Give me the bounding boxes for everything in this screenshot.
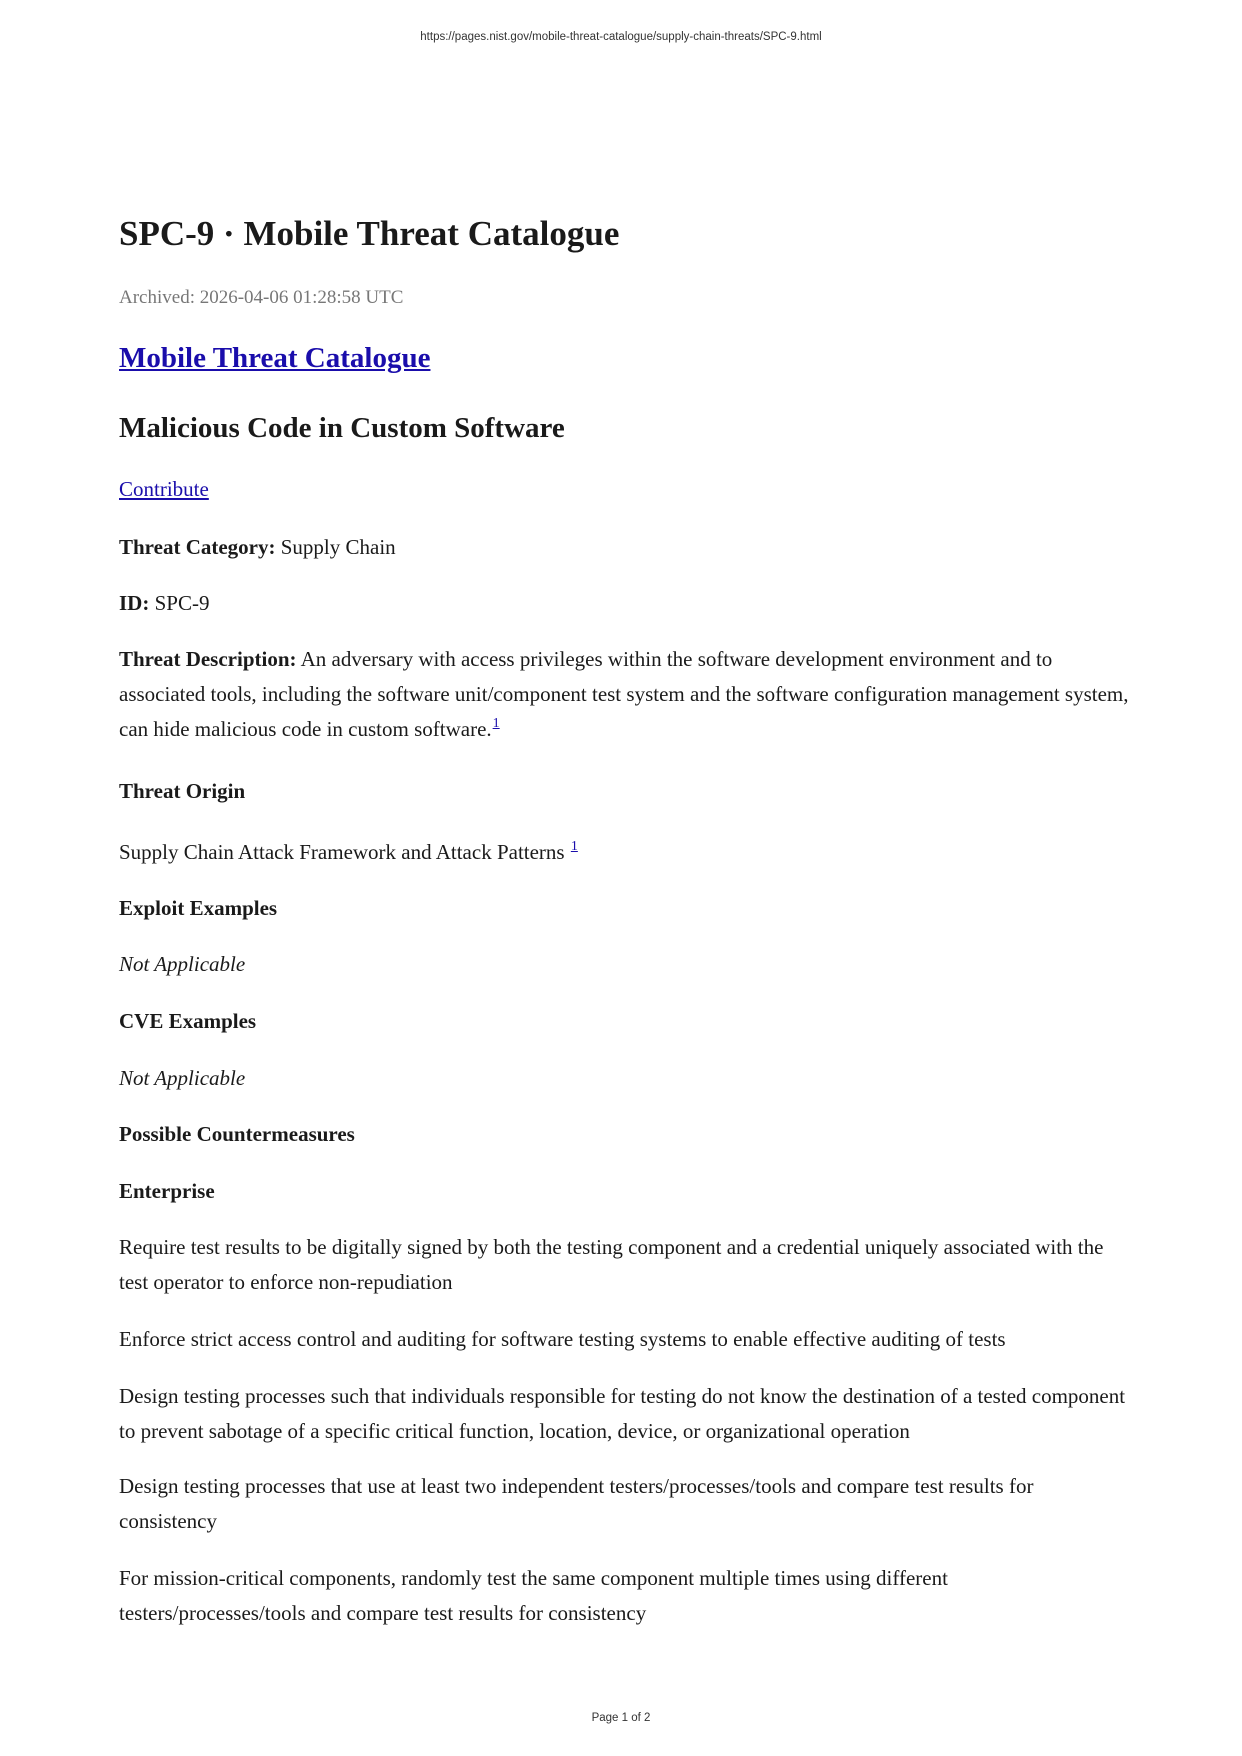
countermeasure-item: Require test results to be digitally signed by both the testing component and a credential uniquely associated with the test operator to enforce non-repudiation [119,1235,1104,1294]
threat-description-text: An adversary with access privileges within the software development environment and to associated tools, including the software unit/component test system and the software configuration management system, can hide malicious code in custom software. [119,647,1129,741]
threat-id-label: ID: [119,591,150,615]
threat-description [119,642,1129,747]
threat-description-label: Threat Description: [119,647,297,671]
page-title: SPC-9 · Mobile Threat Catalogue [119,214,620,253]
page-url-header: https://pages.nist.gov/mobile-threat-catalogue/supply-chain-threats/SPC-9.html [420,31,822,43]
threat-id-value: SPC-9 [149,591,210,615]
countermeasures-heading: Possible Countermeasures [119,1122,355,1146]
cve-examples-heading: CVE Examples [119,1009,257,1033]
enterprise-subheading: Enterprise [119,1179,215,1203]
cve-examples-text: Not Applicable [119,1066,246,1090]
contribute-paragraph [119,472,1129,507]
threat-name-heading: Malicious Code in Custom Software [119,412,565,444]
countermeasure-item: Design testing processes such that individuals responsible for testing do not know the destination of a tested component to prevent sabotage of a specific critical function, location, device, or organizational operation [119,1384,1126,1443]
threat-origin-heading: Threat Origin [119,779,246,803]
countermeasure-item: For mission-critical components, randomly test the same component multiple times using different testers/processes/tools and compare test results for consistency [119,1566,948,1625]
countermeasure-item: Design testing processes that use at least two independent testers/processes/tools and compare test results for consistency [119,1474,1034,1533]
footnote-ref-link[interactable]: 1 [492,716,500,731]
exploit-examples-heading: Exploit Examples [119,896,278,920]
threat-id-row [119,586,1129,621]
archived-timestamp: Archived: 2026-04-06 01:28:58 UTC [119,287,404,308]
page-number-footer: Page 1 of 2 [591,1712,651,1724]
footnote-ref-link[interactable]: 1 [570,839,578,854]
exploit-examples-text: Not Applicable [119,952,246,976]
threat-category-label: Threat Category: [119,535,276,559]
threat-origin-paragraph [119,835,1129,870]
threat-category-value: Supply Chain [275,535,396,559]
countermeasure-item: Enforce strict access control and auditing for software testing systems to enable effective auditing of tests [119,1327,1006,1351]
threat-origin-text: Supply Chain Attack Framework and Attack Patterns [119,840,570,864]
catalogue-home-link[interactable]: Mobile Threat Catalogue [119,342,431,374]
threat-category-row [119,530,1129,565]
contribute-link[interactable]: Contribute [119,477,209,501]
